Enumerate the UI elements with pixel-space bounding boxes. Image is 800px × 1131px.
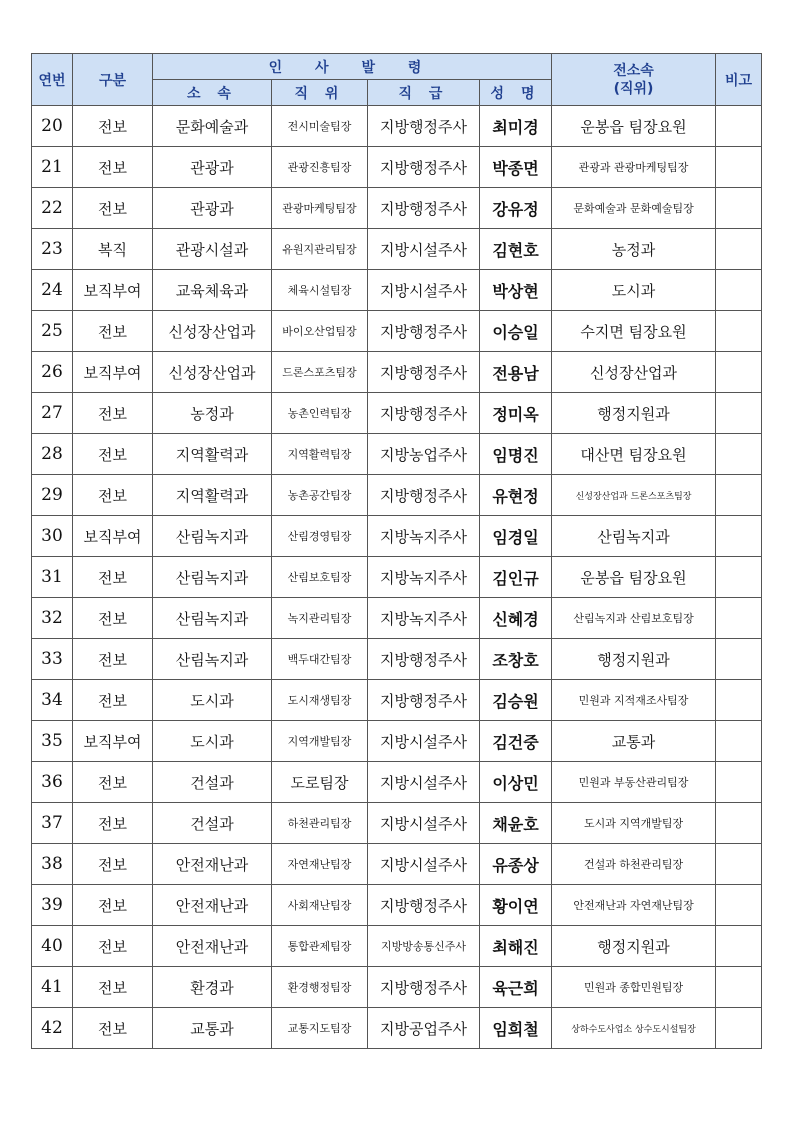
cell-note <box>716 106 762 147</box>
cell-previous-post: 대산면 팀장요원 <box>552 434 716 475</box>
cell-note <box>716 434 762 475</box>
table-row <box>32 967 762 1008</box>
cell-name: 임희철 <box>480 1008 552 1049</box>
cell-note <box>716 762 762 803</box>
cell-type: 보직부여 <box>73 516 153 557</box>
cell-num: 20 <box>32 106 73 147</box>
table-row <box>32 270 762 311</box>
cell-previous-post: 문화예술과 문화예술팀장 <box>552 188 716 229</box>
cell-previous-post: 운봉읍 팀장요원 <box>552 106 716 147</box>
cell-note <box>716 844 762 885</box>
personnel-order-table <box>31 53 762 1049</box>
cell-grade: 지방행정주사 <box>368 147 480 188</box>
cell-dept: 건설과 <box>153 803 272 844</box>
cell-previous-post: 신성장산업과 드론스포츠팀장 <box>552 475 716 516</box>
cell-dept: 문화예술과 <box>153 106 272 147</box>
cell-position: 자연재난팀장 <box>272 844 368 885</box>
cell-grade: 지방방송통신주사 <box>368 926 480 967</box>
cell-num: 23 <box>32 229 73 270</box>
cell-num: 35 <box>32 721 73 762</box>
cell-position: 도시재생팀장 <box>272 680 368 721</box>
cell-dept: 안전재난과 <box>153 926 272 967</box>
cell-name: 채윤호 <box>480 803 552 844</box>
cell-position: 지역활력팀장 <box>272 434 368 475</box>
cell-name: 조창호 <box>480 639 552 680</box>
cell-grade: 지방녹지주사 <box>368 557 480 598</box>
cell-dept: 환경과 <box>153 967 272 1008</box>
header-dept: 소 속 <box>153 80 272 106</box>
cell-previous-post: 민원과 종합민원팀장 <box>552 967 716 1008</box>
cell-name: 전용남 <box>480 352 552 393</box>
cell-name: 최해진 <box>480 926 552 967</box>
cell-previous-post: 도시과 <box>552 270 716 311</box>
table-row <box>32 188 762 229</box>
cell-note <box>716 721 762 762</box>
cell-previous-post: 신성장산업과 <box>552 352 716 393</box>
table-row <box>32 516 762 557</box>
cell-num: 40 <box>32 926 73 967</box>
cell-grade: 지방농업주사 <box>368 434 480 475</box>
cell-previous-post: 산림녹지과 산림보호팀장 <box>552 598 716 639</box>
cell-name: 황이연 <box>480 885 552 926</box>
cell-num: 28 <box>32 434 73 475</box>
cell-name: 최미경 <box>480 106 552 147</box>
cell-num: 21 <box>32 147 73 188</box>
cell-name: 박종면 <box>480 147 552 188</box>
cell-type: 전보 <box>73 147 153 188</box>
cell-note <box>716 475 762 516</box>
cell-note <box>716 311 762 352</box>
cell-type: 전보 <box>73 967 153 1008</box>
cell-num: 32 <box>32 598 73 639</box>
cell-grade: 지방공업주사 <box>368 1008 480 1049</box>
cell-position: 유원지관리팀장 <box>272 229 368 270</box>
cell-position: 교통지도팀장 <box>272 1008 368 1049</box>
cell-type: 전보 <box>73 311 153 352</box>
cell-grade: 지방행정주사 <box>368 639 480 680</box>
cell-dept: 산림녹지과 <box>153 598 272 639</box>
cell-type: 보직부여 <box>73 270 153 311</box>
cell-num: 24 <box>32 270 73 311</box>
cell-num: 34 <box>32 680 73 721</box>
cell-grade: 지방시설주사 <box>368 762 480 803</box>
cell-grade: 지방시설주사 <box>368 721 480 762</box>
table-row <box>32 352 762 393</box>
cell-note <box>716 147 762 188</box>
cell-dept: 교육체육과 <box>153 270 272 311</box>
cell-type: 전보 <box>73 680 153 721</box>
cell-note <box>716 967 762 1008</box>
cell-name: 김인규 <box>480 557 552 598</box>
cell-previous-post: 상하수도사업소 상수도시설팀장 <box>552 1008 716 1049</box>
cell-previous-post: 관광과 관광마케팅팀장 <box>552 147 716 188</box>
cell-previous-post: 행정지원과 <box>552 639 716 680</box>
cell-num: 30 <box>32 516 73 557</box>
cell-dept: 안전재난과 <box>153 885 272 926</box>
header-note: 비고 <box>716 54 762 106</box>
cell-note <box>716 188 762 229</box>
header-previous-post-sublabel: (직위) <box>613 80 654 97</box>
cell-dept: 산림녹지과 <box>153 557 272 598</box>
cell-position: 전시미술팀장 <box>272 106 368 147</box>
cell-dept: 지역활력과 <box>153 434 272 475</box>
header-grade: 직 급 <box>368 80 480 106</box>
cell-name: 박상현 <box>480 270 552 311</box>
table-row <box>32 926 762 967</box>
cell-name: 김승원 <box>480 680 552 721</box>
cell-previous-post: 도시과 지역개발팀장 <box>552 803 716 844</box>
cell-grade: 지방행정주사 <box>368 311 480 352</box>
table-row <box>32 229 762 270</box>
cell-position: 녹지관리팀장 <box>272 598 368 639</box>
cell-previous-post: 민원과 부동산관리팀장 <box>552 762 716 803</box>
cell-type: 전보 <box>73 598 153 639</box>
cell-type: 전보 <box>73 639 153 680</box>
cell-position: 산림경영팀장 <box>272 516 368 557</box>
cell-name: 유현정 <box>480 475 552 516</box>
cell-num: 42 <box>32 1008 73 1049</box>
cell-dept: 관광과 <box>153 188 272 229</box>
cell-dept: 신성장산업과 <box>153 311 272 352</box>
cell-note <box>716 352 762 393</box>
table-row <box>32 721 762 762</box>
cell-name: 육근희 <box>480 967 552 1008</box>
cell-grade: 지방행정주사 <box>368 680 480 721</box>
cell-type: 전보 <box>73 393 153 434</box>
cell-note <box>716 270 762 311</box>
cell-grade: 지방행정주사 <box>368 885 480 926</box>
cell-previous-post: 행정지원과 <box>552 926 716 967</box>
cell-num: 25 <box>32 311 73 352</box>
header-position: 직 위 <box>272 80 368 106</box>
table-row <box>32 557 762 598</box>
table-row <box>32 762 762 803</box>
cell-num: 36 <box>32 762 73 803</box>
cell-position: 농촌인력팀장 <box>272 393 368 434</box>
cell-num: 41 <box>32 967 73 1008</box>
table-row <box>32 147 762 188</box>
cell-type: 전보 <box>73 803 153 844</box>
cell-num: 27 <box>32 393 73 434</box>
cell-dept: 건설과 <box>153 762 272 803</box>
cell-name: 강유정 <box>480 188 552 229</box>
cell-num: 39 <box>32 885 73 926</box>
table-row <box>32 639 762 680</box>
cell-type: 전보 <box>73 926 153 967</box>
table-body <box>32 106 762 1049</box>
table-row <box>32 106 762 147</box>
table-row <box>32 434 762 475</box>
cell-name: 김현호 <box>480 229 552 270</box>
cell-grade: 지방행정주사 <box>368 188 480 229</box>
cell-name: 김건중 <box>480 721 552 762</box>
cell-name: 이상민 <box>480 762 552 803</box>
table-row <box>32 680 762 721</box>
header-previous-post-label: 전소속 <box>613 62 654 79</box>
cell-type: 전보 <box>73 188 153 229</box>
cell-position: 도로팀장 <box>272 762 368 803</box>
cell-position: 통합관제팀장 <box>272 926 368 967</box>
cell-dept: 농정과 <box>153 393 272 434</box>
cell-type: 전보 <box>73 762 153 803</box>
cell-position: 관광마케팅팀장 <box>272 188 368 229</box>
table-row <box>32 311 762 352</box>
table-row <box>32 885 762 926</box>
cell-type: 보직부여 <box>73 721 153 762</box>
cell-dept: 신성장산업과 <box>153 352 272 393</box>
cell-note <box>716 803 762 844</box>
cell-dept: 관광과 <box>153 147 272 188</box>
cell-position: 사회재난팀장 <box>272 885 368 926</box>
cell-grade: 지방행정주사 <box>368 352 480 393</box>
cell-num: 22 <box>32 188 73 229</box>
cell-previous-post: 산림녹지과 <box>552 516 716 557</box>
cell-grade: 지방행정주사 <box>368 106 480 147</box>
cell-grade: 지방시설주사 <box>368 229 480 270</box>
cell-note <box>716 229 762 270</box>
cell-dept: 산림녹지과 <box>153 516 272 557</box>
cell-position: 지역개발팀장 <box>272 721 368 762</box>
cell-note <box>716 1008 762 1049</box>
table-row <box>32 1008 762 1049</box>
cell-name: 이승일 <box>480 311 552 352</box>
cell-grade: 지방시설주사 <box>368 270 480 311</box>
cell-num: 31 <box>32 557 73 598</box>
cell-num: 37 <box>32 803 73 844</box>
cell-dept: 관광시설과 <box>153 229 272 270</box>
header-type: 구분 <box>73 54 153 106</box>
cell-position: 산림보호팀장 <box>272 557 368 598</box>
header-name: 성 명 <box>480 80 552 106</box>
cell-note <box>716 639 762 680</box>
cell-num: 29 <box>32 475 73 516</box>
cell-name: 임명진 <box>480 434 552 475</box>
cell-num: 33 <box>32 639 73 680</box>
table-row <box>32 803 762 844</box>
cell-grade: 지방행정주사 <box>368 967 480 1008</box>
cell-type: 전보 <box>73 475 153 516</box>
cell-type: 전보 <box>73 885 153 926</box>
cell-position: 하천관리팀장 <box>272 803 368 844</box>
cell-dept: 안전재난과 <box>153 844 272 885</box>
cell-type: 전보 <box>73 106 153 147</box>
cell-grade: 지방녹지주사 <box>368 598 480 639</box>
cell-grade: 지방행정주사 <box>368 475 480 516</box>
cell-num: 26 <box>32 352 73 393</box>
cell-dept: 산림녹지과 <box>153 639 272 680</box>
cell-dept: 교통과 <box>153 1008 272 1049</box>
cell-previous-post: 안전재난과 자연재난팀장 <box>552 885 716 926</box>
cell-previous-post: 행정지원과 <box>552 393 716 434</box>
cell-note <box>716 598 762 639</box>
cell-name: 정미옥 <box>480 393 552 434</box>
cell-grade: 지방시설주사 <box>368 844 480 885</box>
cell-name: 임경일 <box>480 516 552 557</box>
cell-note <box>716 557 762 598</box>
cell-previous-post: 민원과 지적재조사팀장 <box>552 680 716 721</box>
cell-name: 신혜경 <box>480 598 552 639</box>
cell-previous-post: 수지면 팀장요원 <box>552 311 716 352</box>
cell-position: 백두대간팀장 <box>272 639 368 680</box>
cell-previous-post: 농정과 <box>552 229 716 270</box>
cell-position: 드론스포츠팀장 <box>272 352 368 393</box>
cell-previous-post: 건설과 하천관리팀장 <box>552 844 716 885</box>
cell-previous-post: 교통과 <box>552 721 716 762</box>
cell-position: 환경행정팀장 <box>272 967 368 1008</box>
cell-position: 체육시설팀장 <box>272 270 368 311</box>
cell-type: 전보 <box>73 434 153 475</box>
cell-type: 복직 <box>73 229 153 270</box>
cell-grade: 지방행정주사 <box>368 393 480 434</box>
cell-dept: 지역활력과 <box>153 475 272 516</box>
header-previous-post <box>552 54 716 106</box>
cell-type: 전보 <box>73 844 153 885</box>
cell-note <box>716 393 762 434</box>
table-row <box>32 844 762 885</box>
cell-note <box>716 516 762 557</box>
cell-dept: 도시과 <box>153 680 272 721</box>
cell-note <box>716 926 762 967</box>
table-row <box>32 475 762 516</box>
cell-num: 38 <box>32 844 73 885</box>
header-num: 연번 <box>32 54 73 106</box>
cell-position: 관광진흥팀장 <box>272 147 368 188</box>
cell-position: 농촌공간팀장 <box>272 475 368 516</box>
cell-type: 전보 <box>73 1008 153 1049</box>
cell-previous-post: 운봉읍 팀장요원 <box>552 557 716 598</box>
table-row <box>32 598 762 639</box>
cell-type: 보직부여 <box>73 352 153 393</box>
table-row <box>32 393 762 434</box>
header-personnel-order: 인 사 발 령 <box>153 54 552 80</box>
cell-note <box>716 885 762 926</box>
cell-grade: 지방시설주사 <box>368 803 480 844</box>
cell-position: 바이오산업팀장 <box>272 311 368 352</box>
cell-note <box>716 680 762 721</box>
cell-grade: 지방녹지주사 <box>368 516 480 557</box>
cell-name: 유종상 <box>480 844 552 885</box>
cell-dept: 도시과 <box>153 721 272 762</box>
cell-type: 전보 <box>73 557 153 598</box>
